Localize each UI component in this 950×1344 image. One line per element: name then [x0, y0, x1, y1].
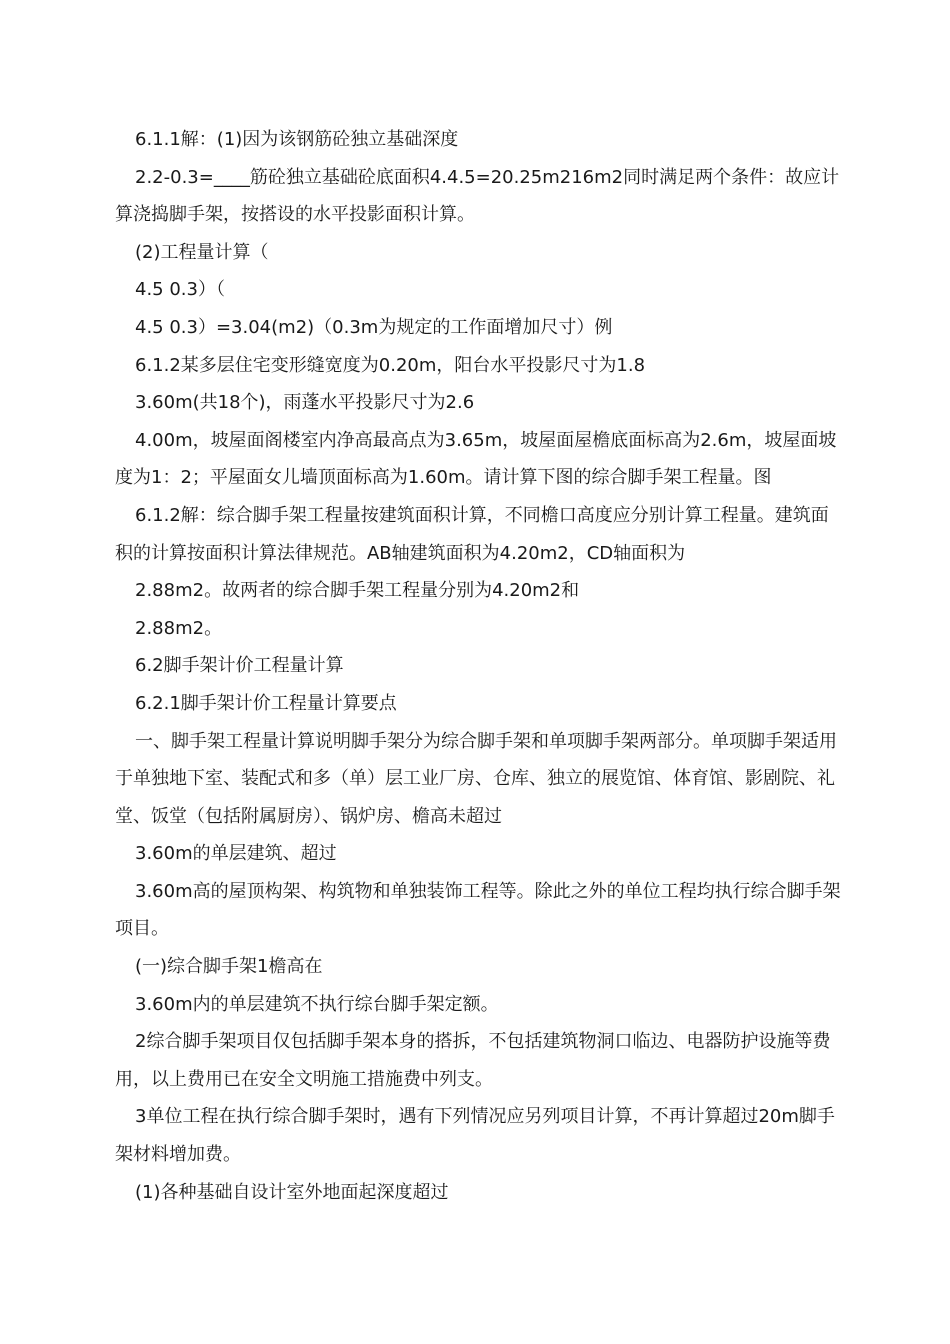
paragraph-6-1-1-solution: 6.1.1解：(1)因为该钢筋砼独立基础深度	[135, 129, 459, 150]
paragraph-comprehensive-1: (一)综合脚手架1檐高在	[135, 956, 323, 978]
paragraph-comprehensive-height: 3.60m内的单层建筑不执行综台脚手架定额。	[135, 993, 499, 1015]
paragraph-balcony: 3.60m(共18个)，雨蓬水平投影尺寸为2.6	[135, 392, 475, 414]
paragraph-formula-1: 4.5 0.3）（	[135, 279, 225, 301]
paragraph-comprehensive-2: 2综合脚手架项目仅包括脚手架本身的搭拆，不包括建筑物洞口临边、电器防护设施等费用，以上费用已在安全文明施工措施费中列支。	[115, 1031, 831, 1090]
paragraph-example-6-1-2: 6.1.2某多层住宅变形缝宽度为0.20m，阳台水平投影尺寸为1.8	[135, 354, 646, 376]
paragraph-formula-2: 4.5 0.3）=3.04(m2)（0.3m为规定的工作面增加尺寸）例	[135, 316, 613, 338]
document-body	[115, 121, 845, 1211]
paragraph-roof-structures: 3.60m高的屋顶构架、构筑物和单独装饰工程等。除此之外的单位工程均执行综合脚手架项目。	[115, 880, 841, 940]
paragraph-roof: 4.00m，坡屋面阁楼室内净高最高点为3.65m，坡屋面屋檐底面标高为2.6m，坡屋面坡度为1：2；平屋面女儿墙顶面标高为1.60m。请计算下图的综合脚手架工程量。图	[115, 429, 837, 489]
paragraph-6-1-2-solution: 6.1.2解：综合脚手架工程量按建筑面积计算，不同檐口高度应分别计算工程量。建筑面积的计算按面积计算法律规范。AB轴建筑面积为4.20m2，CD轴面积为	[115, 504, 829, 564]
paragraph-quantity-calc: (2)工程量计算（	[135, 241, 269, 263]
paragraph-foundation-area: 2.2-0.3=____筋砼独立基础砼底面积4.4.5=20.25m216m2同时满足两个条件：故应计算浇捣脚手架，按搭设的水平投影面积计算。	[115, 166, 840, 226]
paragraph-scaffold-description: 一、脚手架工程量计算说明脚手架分为综合脚手架和单项脚手架两部分。单项脚手架适用于单独地下室、装配式和多（单）层工业厂房、仓库、独立的展览馆、体育馆、影剧院、礼堂、饭堂（包括附属厨房）、锅炉房、檐高未超过	[115, 730, 837, 827]
paragraph-single-storey: 3.60m的单层建筑、超过	[135, 843, 337, 865]
heading-6-2: 6.2脚手架计价工程量计算	[135, 655, 344, 677]
paragraph-result-2: 2.88m2。	[135, 617, 223, 639]
paragraph-result: 2.88m2。故两者的综合脚手架工程量分别为4.20m2和	[135, 580, 580, 602]
heading-6-2-1: 6.2.1脚手架计价工程量计算要点	[135, 692, 397, 714]
paragraph-item-1: (1)各种基础自设计室外地面起深度超过	[135, 1181, 449, 1203]
paragraph-comprehensive-3: 3单位工程在执行综合脚手架时，遇有下列情况应另列项目计算，不再计算超过20m脚手架材料增加费。	[115, 1106, 835, 1166]
